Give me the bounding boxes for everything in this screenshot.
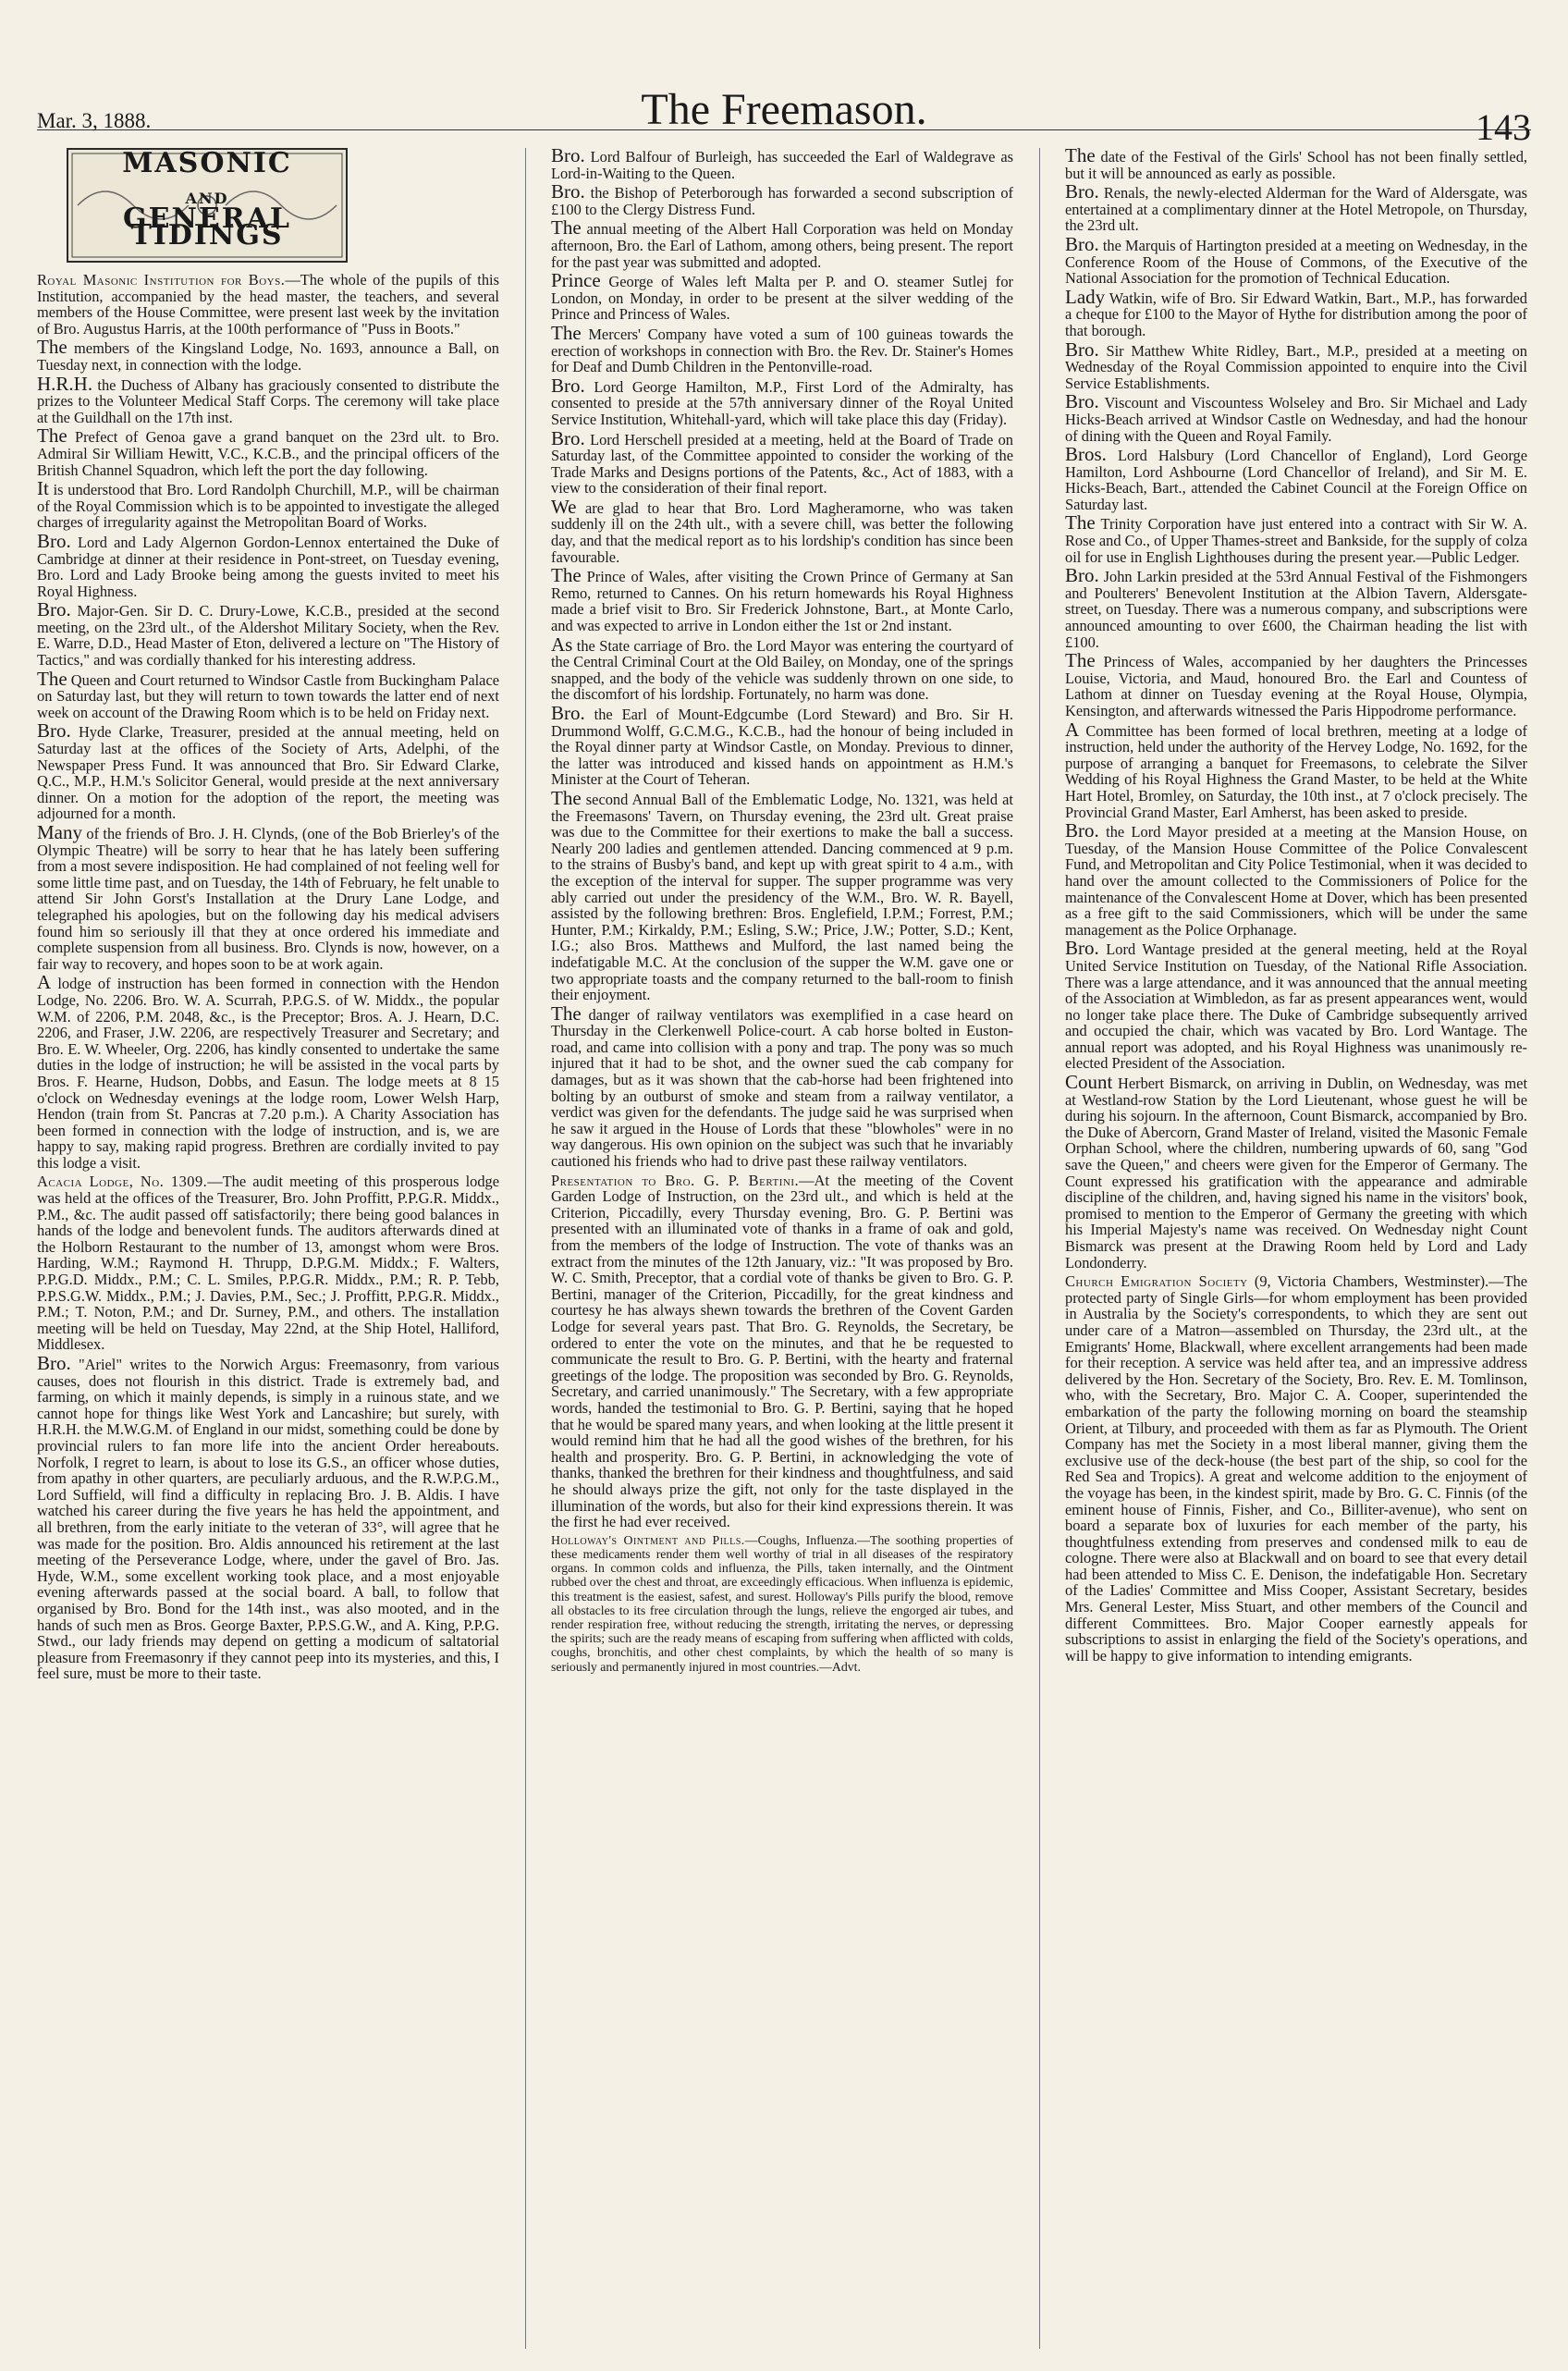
paragraph-body: Lord George Hamilton, M.P., First Lord of the Admiralty, has consented to preside at the 57th anniversary dinner of the Royal United Service Institution, Whitehall-yard, which will take place this day (Friday). — [551, 377, 1013, 428]
paragraph-lead: We — [551, 495, 577, 518]
paragraph-lead: Acacia Lodge, No. 1309. — [37, 1173, 208, 1191]
paragraph-body: the Earl of Mount-Edgcumbe (Lord Steward) and Bro. Sir H. Drummond Wolff, G.C.M.G., K.C.B., had the honour of being included in the Royal dinner party at Windsor Castle, on Monday. Previous to dinner, the latter was introduced and kissed hands on appointment as H.M.'s Minister at the Court of Teheran. — [551, 706, 1013, 789]
paragraph-body: second Annual Ball of the Emblematic Lodge, No. 1321, was held at the Freemasons' Tavern, on Thursday evening, the 23rd ult. Great praise was due to the Committee for their exertions to make the ball a success. Nearly 200 ladies and gentlemen attended. Dancing commenced at 9 p.m. to the strains of Busby's band, and kept up with great spirit to 4 a.m., with the exception of the interval for supper. The supper programme was very ably carried out under the presidency of the W.M., Bro. W. R. Bayell, assisted by the following brethren: Bros. Englefield, I.P.M.; Forrest, P.M.; Hunter, P.M.; Kirkaldy, P.M.; Esling, S.W.; Price, J.W.; Potter, S.D.; Kent, I.G.; also Bros. Matthews and Mulford, the last named being the indefatigable M.C. At the conclusion of the supper the W.M. gave one or two appropriate toasts and the company returned to the ball-room to finish their enjoyment. — [551, 790, 1013, 1004]
article-paragraph — [1065, 937, 1527, 1073]
paragraph-body: Committee has been formed of local brethren, meeting at a lodge of instruction, held under the authority of the Hervey Lodge, No. 1692, for the purpose of arranging a banquet for Freemasons, to celebrate the Silver Wedding of his Royal Highness the Grand Master, to be held at the White Hart Hotel, Bromley, on Saturday, the 10th inst., at 7 o'clock precisely. The Provincial Grand Master, Earl Amherst, has been asked to preside. — [1065, 721, 1527, 821]
article-paragraph — [1065, 1071, 1527, 1271]
article-paragraph — [551, 216, 1013, 271]
paragraph-lead: Holloway's Ointment and Pills. — [551, 1532, 745, 1547]
issue-date: Mar. 3, 1888. — [37, 109, 152, 132]
paragraph-body: lodge of instruction has been formed in connection with the Hendon Lodge, No. 2206. Bro. W. A. Scurrah, P.P.G.S. of W. Middx., the popular W.M. of 2206, P.M. 2048, &c., is the Preceptor; Bros. A. J. Hearn, D.C. 2206, and Fraser, J.W. 2206, are respectively Treasurer and Secretary; and Bro. E. W. Wheeler, Org. 2206, has kindly consented to undertake the same duties in the lodge of instruction; he will be assisted in the vocal parts by Bros. F. Hearne, Hudson, Dobbs, and Easun. The lodge meets at 8 15 o'clock on Wednesday evenings at the lodge room, Lower Welsh Harp, Hendon (train from St. Pancras at 7.20 p.m.). A Charity Association has been formed in connection with the lodge of instruction, and is, we are happy to say, making rapid progress. Brethren are cordially invited to pay this lodge a visit. — [37, 975, 499, 1172]
article-paragraph — [551, 374, 1013, 428]
banner-line-3: GENERAL TIDINGS — [122, 203, 292, 252]
paragraph-body: Herbert Bismarck, on arriving in Dublin, on Wednesday, was met at Westland-row Station by the Lord Lieutenant, whose guest he will be during his sojourn. In the afternoon, Count Bismarck, accompanied by Bro. the Duke of Abercorn, Grand Master of Ireland, visited the Masonic Female Orphan School, where the children, numbering upwards of 60, sang "God save the Queen," and cheers were given for the Emperor of Germany. The Count expressed his gratification with the appearance and admirable discipline of the children, and, having signed his name in the visitors' book, promised to mention to the Emperor of Germany the greeting with which his Imperial Majesty's name was received. On Wednesday night Count Bismarck was present at the Drawing Room held by Lord and Lady Londonderry. — [1065, 1075, 1527, 1271]
article-paragraph — [551, 786, 1013, 1004]
article-paragraph — [1065, 390, 1527, 445]
paragraph-lead: The — [37, 424, 67, 448]
column-right-articles — [1065, 144, 1527, 1665]
paragraph-body: the Duchess of Albany has graciously consented to distribute the prizes to the Volunteer Medical Staff Corps. The ceremony will take place at the Guildhall on the 17th inst. — [37, 375, 499, 426]
article-paragraph — [551, 495, 1013, 566]
article-paragraph — [37, 336, 499, 374]
newspaper-page — [37, 18, 1531, 2353]
article-paragraph — [37, 424, 499, 479]
paragraph-body: Queen and Court returned to Windsor Castle from Buckingham Palace on Saturday last, but they will return to town towards the latter end of next week on account of the Drawing Room which is to be held on Friday next. — [37, 670, 499, 721]
paragraph-body: John Larkin presided at the 53rd Annual Festival of the Fishmongers and Poulterers' Benevolent Institution at the Albion Tavern, Aldersgate-street, on Tuesday. There was a numerous company, and subscriptions were announced amounting to over £600, the Chairman heading the list with £100. — [1065, 568, 1527, 651]
paragraph-body: are glad to hear that Bro. Lord Magheramorne, who was taken suddenly ill on the 24th ult., with a severe chill, was better the following day, and that the medical report as to his lordship's condition has since been favourable. — [551, 498, 1013, 566]
column-left — [37, 148, 499, 1685]
paragraph-lead: The — [1065, 144, 1096, 166]
banner-line-1: MASONIC — [122, 147, 292, 179]
paragraph-lead: A — [1065, 718, 1080, 741]
paragraph-lead: Church Emigration Society — [1065, 1272, 1248, 1291]
paragraph-body: Mercers' Company have voted a sum of 100 guineas towards the erection of workshops in connection with Bro. the Rev. Dr. Stainer's Homes for Deaf and Dumb Children in the Pentonville-road. — [551, 325, 1013, 376]
paragraph-lead: The — [551, 216, 582, 240]
paragraph-body: Sir Matthew White Ridley, Bart., M.P., presided at a meeting on Wednesday of the Royal Commission appointed to enquire into the Civil Service Establishments. — [1065, 341, 1527, 392]
paragraph-lead: A — [37, 971, 52, 994]
paragraph-body: annual meeting of the Albert Hall Corporation was held on Monday afternoon, Bro. the Earl of Lathom, among others, being present. The report for the past year was submitted and adopted. — [551, 220, 1013, 271]
article-paragraph — [1065, 338, 1527, 392]
paragraph-body: the State carriage of Bro. the Lord Mayor was entering the courtyard of the Central Criminal Court at the Old Bailey, on Monday, one of the springs snapped, and the body of the vehicle was suddenly thrown on one side, to the discomfort of his lordship. Fortunately, no harm was done. — [551, 636, 1013, 704]
paragraph-body: —The whole of the pupils of this Institution, accompanied by the head master, the teachers, and several members of the House Committee, were present last week by the invitation of Bro. Augustus Harris, at the 100th performance of "Puss in Boots." — [37, 271, 499, 338]
paragraph-body: Lord Halsbury (Lord Chancellor of England), Lord George Hamilton, Lord Ashbourne (Lord Chancellor of Ireland), and Sir M. E. Hicks-Beach, Bart., attended the Cabinet Council at the Foreign Office on Saturday last. — [1065, 447, 1527, 513]
masthead — [37, 18, 1531, 148]
paragraph-lead: Count — [1065, 1071, 1113, 1094]
article-paragraph — [1065, 564, 1527, 651]
article-paragraph — [1065, 819, 1527, 939]
paragraph-lead: Bro. — [551, 180, 585, 203]
article-paragraph — [551, 1173, 1013, 1530]
paragraph-body: (9, Victoria Chambers, Westminster).—The protected party of Single Girls—for whom employment has been provided in Australia by the Society's correspondents, to which they are sent out under care of a Matron—assembled on Thursday, the 23rd ult., at the Emigrants' Home, Blackwall, where excellent arrangements had been made for their reception. A service was held after tea, and an impressive address delivered by the Hon. Secretary of the Society, Bro. Rev. E. M. Tomlinson, who, with the Secretary, Bro. Major C. A. Cooper, superintended the embarkation of the party the following morning on board the steamship Orient, at Tilbury, and proceeded with them as far as Plymouth. The Orient Company has met the Society in a most liberal manner, giving them the exclusive use of the deck-house (the best part of the ship, so cool for the Red Sea and Tropics). A great and welcome addition to the enjoyment of the voyage has been, in the kindest spirit, made by Bro. G. C. Finnis (of the eminent house of Finnis, Fisher, and Co., Billiter-avenue), who sent on board a separate box of luxuries for each member of the party, his thoughtfulness extending from preserves and condensed milk to eau de cologne. There were also at Blackwall and on board to see that every detail had been attended to Miss C. E. Denison, the indefatigable Hon. Secretary of the Ladies' Committee and Miss Cooper, Assistant Secretary, besides Mrs. General Lester, Miss Stuart, and other members of the Council and different Committees. Bro. Major Cooper earnestly appeals for subscriptions to assist in enlarging the field of the Society's operations, and will be happy to give information to intending emigrants. — [1065, 1272, 1527, 1665]
paragraph-body: of the friends of Bro. J. H. Clynds, (one of the Bob Brierley's of the Olympic Theatre) will be sorry to hear that he has lately been suffering from a most severe indisposition. He had complained of not feeling well for some little time past, and on Tuesday, the 14th of February, he felt unable to attend Sir John Gorst's Installation at the Drury Lane Lodge, and telegraphed his apologies, but on the following day his medical advisers found him so seriously ill that they at once ordered his immediate and complete suspension from all business. Bro. Clynds is now, however, on a fair way to recovery, and hopes soon to be at work again. — [37, 825, 499, 973]
paragraph-body: members of the Kingsland Lodge, No. 1693, announce a Ball, on Tuesday next, in connection with the lodge. — [37, 339, 499, 374]
paragraph-lead: Bro. — [551, 426, 585, 449]
paragraph-body: "Ariel" writes to the Norwich Argus: Freemasonry, from various causes, does not flourish in this district. Trade is extremely bad, and farming, on which it mainly depends, is simply in a ruinous state, and we cannot hope for things like West York and Lancashire; but surely, with H.R.H. the M.W.G.M. of England in our midst, something could be done by provincial rulers to fan more life into the ancient Order hereabouts. Norfolk, I regret to learn, is about to lose its G.S., an officer whose duties, from apathy in other quarters, are peculiarly arduous, and the R.W.P.G.M., Lord Suffield, will find a difficulty in replacing Bro. J. B. Aldis. I have watched his career during the five years he has held the appointment, and all brethren, from the early initiate to the veteran of 33°, will agree that he was made for the position. Bro. Aldis announced his retirement at the last meeting of the Perseverance Lodge, where, under the gavel of Bro. Jas. Hyde, W.M., some excellent working took place, and a most enjoyable evening afterwards passed at the social board. A ball, to follow that organised by Bro. Bond for the 14th inst., was also mooted, and in the hands of such men as Bros. George Baxter, P.P.S.G.W., and A. King, P.P.G. Stwd., our lady friends may depend on getting a modicum of saltatorial pleasure from Freemasonry if they cannot peep into its mysteries, and this, I feel sure, must be more to their taste. — [37, 1356, 499, 1683]
paragraph-lead: The — [551, 786, 582, 809]
paragraph-lead: The — [1065, 649, 1096, 672]
article-paragraph — [37, 477, 499, 532]
paragraph-lead: Bro. — [1065, 390, 1099, 413]
paragraph-lead: Lady — [1065, 285, 1106, 308]
paragraph-lead: The — [37, 667, 67, 690]
paragraph-body: the Lord Mayor presided at a meeting at the Mansion House, on Tuesday, of the Mansion House Committee of the Police Convalescent Fund, and Metropolitan and City Police Testimonial, when it was decided to hand over the amount collected to the Commissioners of Police for the maintenance of the Convalescent Home at Dover, which has been presented as a free gift to the said Commissioners, which will be under the same management as the Police Orphanage. — [1065, 823, 1527, 939]
paragraph-body: is understood that Bro. Lord Randolph Churchill, M.P., will be chairman of the Royal Commission which is to be appointed to investigate the alleged charges of irregularity against the Metropolitan Board of Works. — [37, 481, 499, 532]
paragraph-lead: The — [551, 321, 582, 344]
article-paragraph — [37, 598, 499, 670]
paragraph-body: —At the meeting of the Covent Garden Lodge of Instruction, on the 23rd ult., and which is held at the Criterion, Piccadilly, every Thursday evening, Bro. G. P. Bertini was presented with an illuminated vote of thanks in a frame of oak and gold, from the members of the lodge of Instruction. The vote of thanks was an extract from the minutes of the 12th January, viz.: "It was proposed by Bro. W. C. Smith, Preceptor, that a cordial vote of thanks be given to Bro. G. P. Bertini, manager of the Criterion, Piccadilly, for the great kindness and courtesy he has always shewn towards the brethren of the Covent Garden Lodge for several years past. That Bro. G. Reynolds, the Secretary, be ordered to enter the vote on the minutes, and that he be requested to communicate the result to Bro. G. P. Bertini, with the hearty and fraternal greetings of the lodge. The proposition was seconded by Bro. G. Reynolds, Secretary, and carried unanimously." The Secretary, with a few appropriate words, handed the testimonial to Bro. G. P. Bertini, saying that he hoped that he would be spared many years, and when looking at the little present it would remind him that he had all the good wishes of the brethren, for his health and prosperity. Bro. G. P. Bertini, in acknowledging the vote of thanks, thanked the brethren for their kindness and thoughtfulness, and said he should always prize the gift, not only for the taste displayed in the illumination of the words, but also for their kind expressions therein. It was the first he had ever received. — [551, 1171, 1013, 1531]
paragraph-body: Prince of Wales, after visiting the Crown Prince of Germany at San Remo, returned to Cannes. On his return homewards his Royal Highness made a brief visit to Bro. Sir Frederick Johnstone, Bart., at Monte Carlo, and was expected to arrive in London either the 1st or 2nd instant. — [551, 568, 1013, 635]
column-divider — [525, 148, 526, 2349]
article-paragraph — [1065, 180, 1527, 235]
paragraph-lead: Bro. — [37, 1352, 71, 1374]
paragraph-lead: Many — [37, 821, 82, 843]
article-paragraph — [551, 426, 1013, 498]
paragraph-lead: Presentation to Bro. G. P. Bertini. — [551, 1171, 800, 1189]
article-paragraph — [37, 272, 499, 337]
article-paragraph — [37, 1352, 499, 1683]
article-paragraph — [1065, 443, 1527, 513]
paragraph-body: Viscount and Viscountess Wolseley and Bro. Sir Michael and Lady Hicks-Beach arrived at Windsor Castle on Wednesday, and had the honour of dining with the Queen and Royal Family. — [1065, 394, 1527, 445]
article-paragraph — [1065, 144, 1527, 182]
paragraph-lead: Bro. — [1065, 819, 1099, 842]
article-paragraph — [37, 372, 499, 426]
paragraph-body: Lord Balfour of Burleigh, has succeeded the Earl of Waldegrave as Lord-in-Waiting to the Queen. — [551, 148, 1013, 182]
paragraph-body: Trinity Corporation have just entered into a contract with Sir W. A. Rose and Co., of Upper Thames-street and Bankside, for the supply of colza oil for use in English Lighthouses during the present year.—Public Ledger. — [1065, 515, 1527, 566]
article-paragraph — [551, 702, 1013, 789]
paragraph-lead: Royal Masonic Institution for Boys. — [37, 271, 286, 289]
paragraph-body: the Marquis of Hartington presided at a meeting on Wednesday, in the Conference Room of the House of Commons, of the Executive of the National Association for the promotion of Technical Education. — [1065, 236, 1527, 288]
article-paragraph — [1065, 232, 1527, 288]
paragraph-lead: The — [37, 336, 67, 359]
article-paragraph — [1065, 718, 1527, 821]
paragraph-body: Major-Gen. Sir D. C. Drury-Lowe, K.C.B., presided at the second meeting, on the 23rd ult., of the Aldershot Military Society, when the Rev. E. Warre, D.D., Head Master of Eton, delivered a lecture on "The History of Tactics," and was cordially thanked for his interesting address. — [37, 602, 499, 670]
section-banner — [67, 148, 348, 263]
paragraph-lead: Bro. — [37, 598, 71, 621]
paragraph-lead: Bro. — [37, 529, 71, 552]
paragraph-lead: As — [551, 633, 573, 656]
article-paragraph — [1065, 649, 1527, 719]
paragraph-body: —Coughs, Influenza.—The soothing properties of these medicaments render them well worthy of trial in all diseases of the respiratory organs. In common colds and influenza, the Pills, taken internally, and the Ointment rubbed over the chest and throat, are exceedingly efficacious. When influenza is epidemic, this treatment is the easiest, safest, and surest. Holloway's Pills purify the blood, remove all obstacles to its free circulation through the lungs, relieve the engorged air tubes, and render respiration free, without reducing the strength, irritating the nerves, or depressing the spirits; such are the ready means of escaping from suffering when afflicted with colds, coughs, bronchitis, and other chest complaints, by which the health of so many is seriously and permanently injured in most countries.—Advt. — [551, 1532, 1013, 1674]
column-middle — [551, 144, 1013, 1677]
paragraph-body: Lord Herschell presided at a meeting, held at the Board of Trade on Saturday last, of the Committee appointed to consider the working of the Trade Marks and Designs portions of the Patents, &c., Act of 1883, with a view to the consideration of their final report. — [551, 430, 1013, 498]
paragraph-lead: Prince — [551, 269, 601, 292]
paragraph-lead: Bro. — [37, 719, 71, 743]
newspaper-title: The Freemason. — [641, 85, 927, 134]
article-paragraph — [37, 1173, 499, 1353]
article-paragraph — [551, 180, 1013, 218]
paragraph-lead: Bro. — [1065, 180, 1099, 203]
paragraph-body: Hyde Clarke, Treasurer, presided at the annual meeting, held on Saturday last at the offices of the Society of Arts, Adelphi, of the Newspaper Press Fund. It was announced that Bro. Sir Edward Clarke, Q.C., M.P., H.M.'s Solicitor General, would preside at the next anniversary dinner. On a motion for the adoption of the report, the meeting was adjourned for a month. — [37, 723, 499, 823]
article-paragraph — [551, 1001, 1013, 1171]
column-right — [1065, 144, 1527, 1666]
article-paragraph — [1065, 1273, 1527, 1664]
paragraph-lead: Bro. — [551, 374, 585, 397]
paragraph-lead: Bro. — [1065, 232, 1099, 255]
paragraph-body: George of Wales left Malta per P. and O. steamer Sutlej for London, on Monday, in order to be present at the silver wedding of the Prince and Princess of Wales. — [551, 273, 1013, 324]
article-paragraph — [37, 821, 499, 973]
banner-line-2: AND — [185, 190, 229, 207]
paragraph-body: Princess of Wales, accompanied by her daughters the Princesses Louise, Victoria, and Maud, honoured Bro. the Earl and Countess of Lathom at dinner on Tuesday evening at the Royal House, Olympia, Kensington, and afterwards witnessed the Paris Hippodrome performance. — [1065, 653, 1527, 719]
article-paragraph — [1065, 511, 1527, 566]
article-paragraph — [1065, 285, 1527, 339]
paragraph-lead: Bro. — [1065, 937, 1099, 960]
column-divider — [1039, 148, 1040, 2349]
article-paragraph — [551, 564, 1013, 635]
paragraph-lead: It — [37, 477, 49, 500]
page-number: 143 — [1476, 106, 1531, 148]
article-paragraph — [37, 719, 499, 823]
paragraph-lead: The — [551, 1001, 582, 1025]
paragraph-lead: Bro. — [1065, 564, 1099, 587]
article-paragraph — [37, 529, 499, 600]
paragraph-lead: The — [551, 564, 582, 587]
article-paragraph — [37, 971, 499, 1172]
article-paragraph — [551, 1533, 1013, 1674]
paragraph-lead: Bro. — [551, 702, 585, 724]
paragraph-body: danger of railway ventilators was exemplified in a case heard on Thursday in the Clerkenwell Police-court. A cab horse bolted in Euston-road, and came into collision with a pony and trap. The pony was so much injured that it had to be shot, and the owner sued the cab company for damages, but as it was shown that the cab-horse had been frightened into bolting by an outburst of smoke and steam from a railway ventilator, a verdict was given for the defendants. The judge said he was surprised when he saw it argued in the House of Lords that these "blowholes" were in no way dangerous. His own opinion on the subject was such that he invariably cautioned his friends who had to drive past these railway ventilators. — [551, 1005, 1013, 1171]
paragraph-lead: Bro. — [1065, 338, 1099, 361]
paragraph-lead: The — [1065, 511, 1096, 534]
article-paragraph — [551, 269, 1013, 324]
article-paragraph — [551, 633, 1013, 704]
paragraph-body: Watkin, wife of Bro. Sir Edward Watkin, Bart., M.P., has forwarded a cheque for £100 to the Mayor of Hythe for distribution among the poor of that borough. — [1065, 289, 1527, 339]
paragraph-lead: H.R.H. — [37, 372, 93, 395]
paragraph-lead: Bros. — [1065, 443, 1107, 466]
paragraph-body: Lord Wantage presided at the general meeting, held at the Royal United Service Institution on Tuesday, of the National Rifle Association. There was a large attendance, and it was announced that the annual meeting of the Association at Wimbledon, as far as present appearances went, would no longer take place there. The Duke of Cambridge subsequently arrived and occupied the chair, which was vacated by Bro. Lord Wantage. The annual report was adopted, and his Royal Highness was unanimously re-elected President of the Association. — [1065, 940, 1527, 1073]
paragraph-body: Renals, the newly-elected Alderman for the Ward of Aldersgate, was entertained at a complimentary dinner at the Hotel Metropole, on Thursday, the 23rd ult. — [1065, 184, 1527, 235]
paragraph-lead: Bro. — [551, 144, 585, 166]
paragraph-body: date of the Festival of the Girls' School has not been finally settled, but it will be announced as early as possible. — [1065, 148, 1527, 182]
article-paragraph — [551, 144, 1013, 182]
column-middle-articles — [551, 144, 1013, 1674]
article-paragraph — [37, 667, 499, 721]
paragraph-body: —The audit meeting of this prosperous lodge was held at the offices of the Treasurer, Bro. John Proffitt, P.P.G.R. Middx., P.M., &c. The audit passed off satisfactorily; there being good balances in hands of the lodge and benevolent funds. The auditors afterwards dined at the Holborn Restaurant to the number of 13, amongst whom were Bros. Harding, W.M.; Raymond H. Thrupp, D.P.G.M. Middx.; F. Walters, P.P.G.D. Middx., P.M.; C. L. Smiles, P.P.G.R. Middx., P.M.; R. P. Tebb, P.P.S.G.W. Middx., P.M.; J. Davies, P.M., Sec.; J. Proffitt, P.P.G.R. Middx., P.M.; T. Noton, P.M.; and Dr. Surney, P.M., and others. The installation meeting will be held on Tuesday, May 22nd, at the Ship Hotel, Halliford, Middlesex. — [37, 1173, 499, 1354]
paragraph-body: Lord and Lady Algernon Gordon-Lennox entertained the Duke of Cambridge at dinner at their residence in Pont-street, on Tuesday evening, Bro. Lord and Lady Brooke being among the guests invited to meet his Royal Highness. — [37, 533, 499, 600]
paragraph-body: Prefect of Genoa gave a grand banquet on the 23rd ult. to Bro. Admiral Sir William Hewitt, V.C., K.C.B., and the principal officers of the British Channel Squadron, which left the port the day following. — [37, 428, 499, 479]
column-left-articles — [37, 272, 499, 1682]
paragraph-body: the Bishop of Peterborough has forwarded a second subscription of £100 to the Clergy Distress Fund. — [551, 184, 1013, 218]
article-paragraph — [551, 321, 1013, 376]
